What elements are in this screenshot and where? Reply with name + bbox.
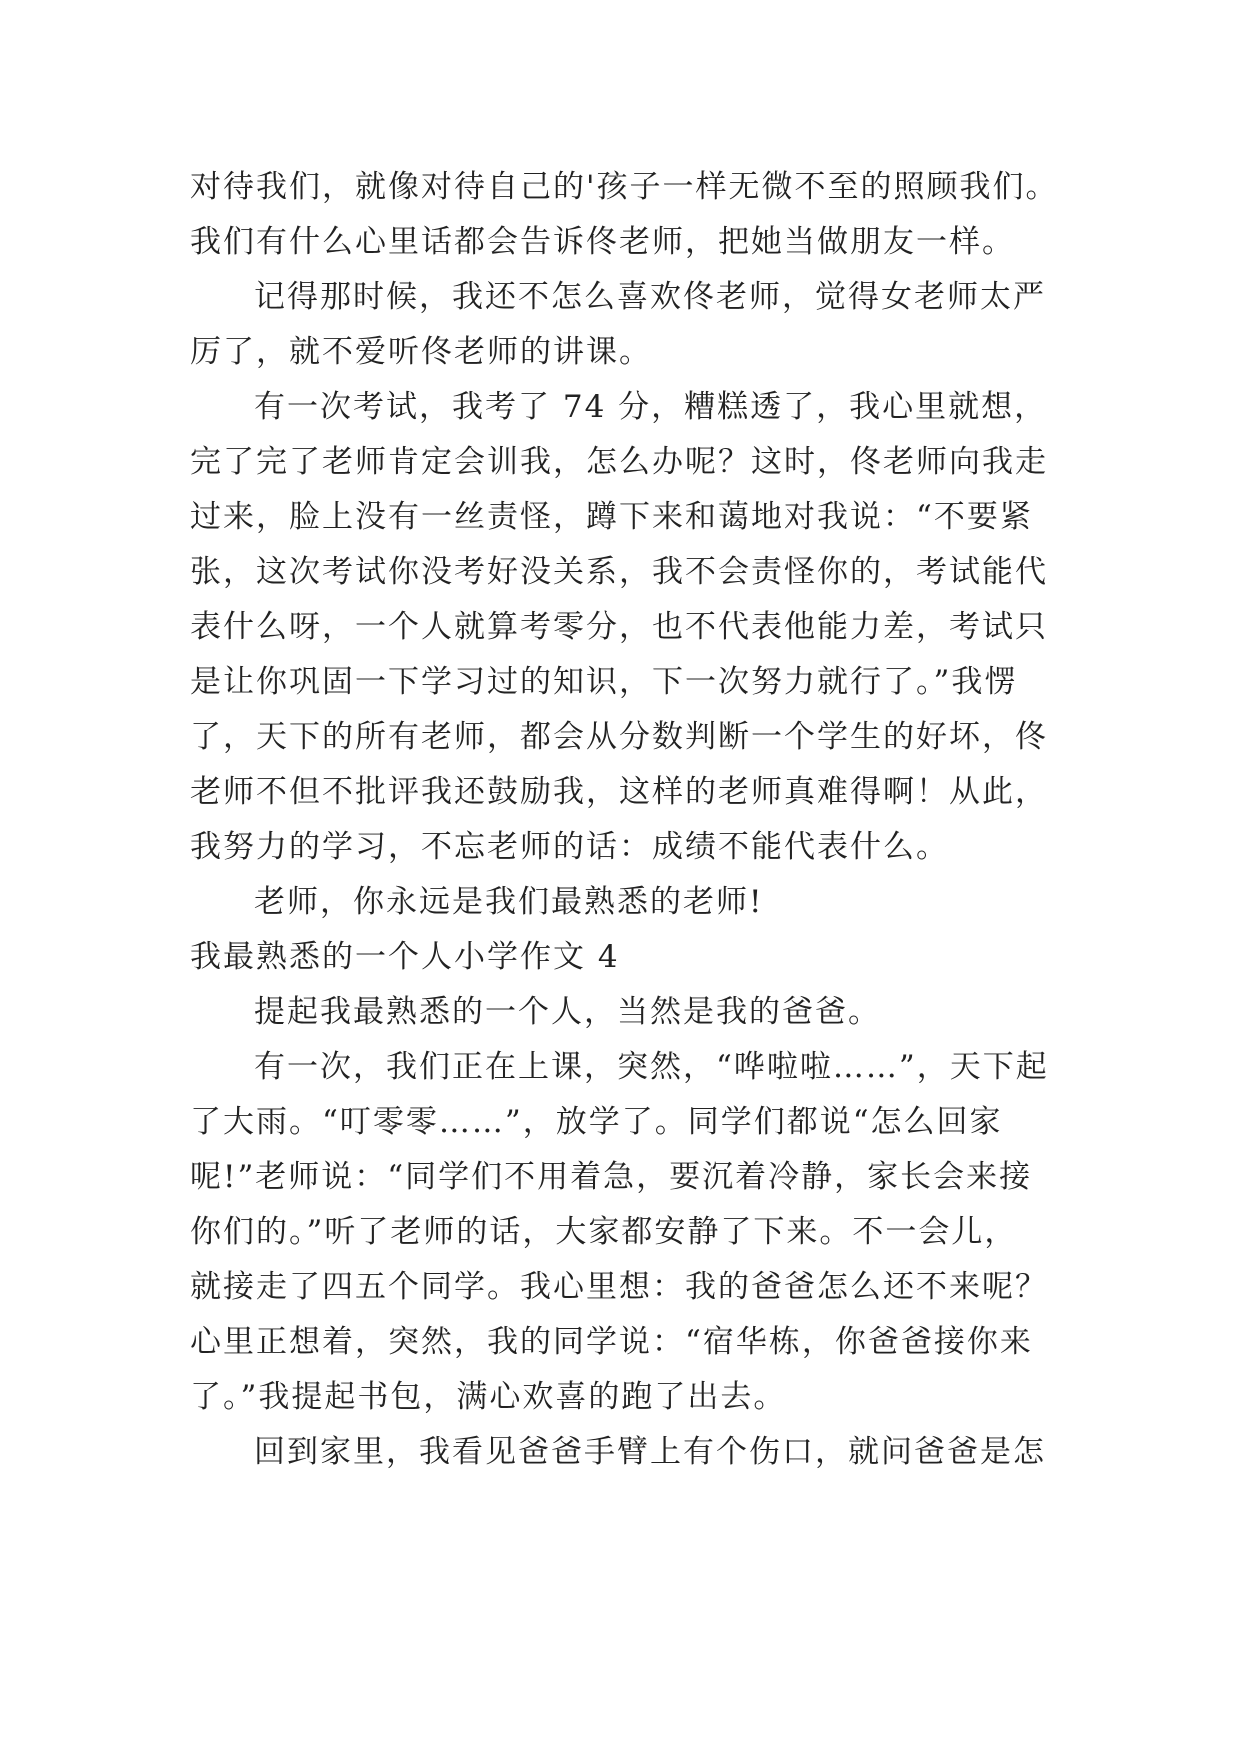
- section-heading: 我最熟悉的一个人小学作文 4: [190, 939, 620, 975]
- paragraph-start: 老师，你永远是我们最熟悉的老师!: [254, 884, 764, 920]
- paragraph-start: 记得那时候，我还不怎么喜欢佟老师，觉得女老师太严: [254, 279, 1046, 315]
- text-line: 了。”我提起书包，满心欢喜的跑了出去。: [190, 1379, 787, 1415]
- paragraph-start: 回到家里，我看见爸爸手臂上有个伤口，就问爸爸是怎: [254, 1434, 1046, 1470]
- text-line: 我努力的学习，不忘老师的话：成绩不能代表什么。: [190, 829, 949, 865]
- text-line: 张，这次考试你没考好没关系，我不会责怪你的，考试能代: [190, 554, 1048, 590]
- text-line: 呢!”老师说：“同学们不用着急，要沉着冷静，家长会来接: [190, 1159, 1033, 1195]
- text-line: 完了完了老师肯定会训我，怎么办呢？这时，佟老师向我走: [190, 444, 1048, 480]
- paragraph-start: 有一次考试，我考了 74 分，糟糕透了，我心里就想，: [254, 389, 1048, 425]
- text-line: 老师不但不批评我还鼓励我，这样的老师真难得啊！从此，: [190, 774, 1048, 810]
- text-line: 就接走了四五个同学。我心里想：我的爸爸怎么还不来呢？: [190, 1269, 1048, 1305]
- text-line: 表什么呀，一个人就算考零分，也不代表他能力差，考试只: [190, 609, 1048, 645]
- paragraph-start: 有一次，我们正在上课，突然，“哗啦啦……”，天下起: [254, 1049, 1049, 1085]
- text-line: 过来，脸上没有一丝责怪，蹲下来和蔼地对我说：“不要紧: [190, 499, 1033, 535]
- text-line: 对待我们，就像对待自己的'孩子一样无微不至的照顾我们。: [190, 169, 1059, 205]
- text-line: 了，天下的所有老师，都会从分数判断一个学生的好坏，佟: [190, 719, 1048, 755]
- text-line: 你们的。”听了老师的话，大家都安静了下来。不一会儿，: [190, 1214, 1018, 1250]
- text-line: 是让你巩固一下学习过的知识，下一次努力就行了。”我愣: [190, 664, 1018, 700]
- text-line: 了大雨。“叮零零……”，放学了。同学们都说“怎么回家: [190, 1104, 1003, 1140]
- text-line: 厉了，就不爱听佟老师的讲课。: [190, 334, 652, 370]
- paragraph-start: 提起我最熟悉的一个人，当然是我的爸爸。: [254, 994, 881, 1030]
- text-line: 我们有什么心里话都会告诉佟老师，把她当做朋友一样。: [190, 224, 1015, 260]
- text-line: 心里正想着，突然，我的同学说：“宿华栋，你爸爸接你来: [190, 1324, 1033, 1360]
